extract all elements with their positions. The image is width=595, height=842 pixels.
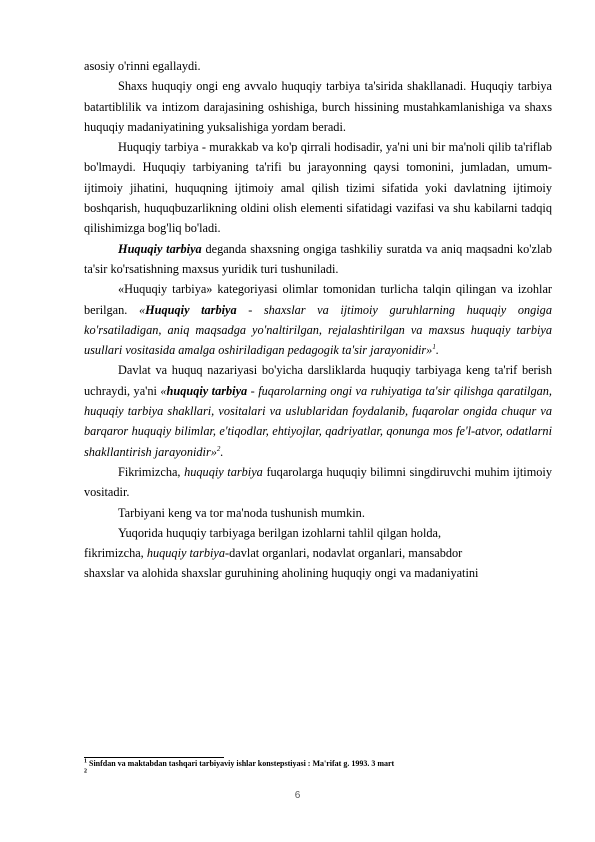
paragraph-3: Huquqiy tarbiya deganda shaxsning ongiga tashkiliy suratda va aniq maqsadni ko'zlab ta'sir ko'rsatishning maxsus yuridik turi tushuniladi. — [84, 241, 552, 276]
footnote-ref-2[interactable]: 2 — [216, 444, 221, 453]
term-emphasis: Huquqiy tarbiya — [145, 302, 237, 317]
term-emphasis: huquqiy tarbiya — [184, 464, 263, 479]
paragraph-6: Fikrimizcha, huquqiy tarbiya fuqarolarga huquqiy bilimni singdiruvchi muhim ijtimoiy vositadir. — [84, 464, 552, 500]
term-emphasis: huquqiy tarbiya — [166, 383, 248, 398]
paragraph-0: asosiy o'rinni egallaydi. — [84, 59, 201, 73]
body-text — [84, 56, 552, 584]
paragraph-10: shaxslar va alohida shaxslar guruhining aholining huquqiy ongi va madaniyatini — [84, 566, 479, 581]
paragraph-4: «Huquqiy tarbiya» kategoriyasi olimlar tomonidan turlicha talqin qilingan va izohlar berilgan. «Huquqiy tarbiya - shaxslar va ijtimoiy guruhlarning huquqiy ongiga ko'rsatiladigan, aniq maqsadga yo'naltirilgan, rejalashtirilgan va maxsus huquqiy tarbiya usullari vositasida amalga oshiriladigan pedagogik ta'sir jarayonidir»$^1$. — [84, 282, 552, 358]
footnote-divider — [84, 757, 224, 758]
paragraph-9: fikrimizcha, huquqiy tarbiya-davlat organlari, nodavlat organlari, mansabdor — [84, 546, 463, 561]
paragraph-8: Yuqorida huquqiy tarbiyaga berilgan izohlarni tahlil qilgan holda, — [118, 525, 442, 540]
term-emphasis: Huquqiy tarbiya — [118, 241, 202, 256]
paragraph-7: Tarbiyani keng va tor ma'noda tushunish mumkin. — [118, 505, 365, 520]
footnote-ref-1[interactable]: 1 — [432, 343, 436, 352]
paragraph-1: Shaxs huquqiy ongi eng avvalo huquqiy tarbiya ta'sirida shakllanadi. Huquqiy tarbiya batartiblilik va intizom darajasining oshishiga, burch hissining mustahkamlanishiga va shaxs huquqiy madaniyatining yuksalishiga yordam beradi. — [84, 79, 552, 134]
page-number: 6 — [294, 790, 301, 801]
paragraph-5: Davlat va huquq nazariyasi bo'yicha darsliklarda huquqiy tarbiyaga keng ta'rif berish uchraydi, ya'ni «huquqiy tarbiya - fuqarolarning ongi va ruhiyatiga ta'sir qilishga qaratilgan, huquqiy tarbiya shakllari, vositalari va uslublaridan foydalanib, fuqarolar ongida chuqur va barqaror huquqiy bilimlar, e'tiqodlar, ehtiyojlar, qadriyatlar, qonunga mos fe'l-atvor, odatlarni shakllantirish jarayonidir»$^2$. — [84, 363, 552, 459]
footnote-2: 2 — [84, 767, 87, 774]
paragraph-2: Huquqiy tarbiya - murakkab va ko'p qirrali hodisadir, ya'ni uni bir ma'noli qilib ta'riflab bo'lmaydi. Huquqiy tarbiyaning ta'rifi bu jarayonning qaysi tomonini, jumladan, umum-ijtimoiy jihatini, huquqning ijtimoiy amal qilish tizimi sifatida yoki davlatning ijtimoiy boshqarish, huquqbuzarlikning oldini olish elementi sifatidagi vazifasi va shu kabilarni tadqiq qilishimizga bog'liq bo'ladi. — [84, 140, 552, 236]
footnotes — [84, 757, 552, 778]
footnote-1: $^1$ Sinfdan va maktabdan tashqari tarbiyaviy ishlar konstepstiyasi : Ma'rifat g. 1993. 3 mart — [84, 758, 395, 768]
term-emphasis: huquqiy tarbiya — [146, 546, 226, 561]
